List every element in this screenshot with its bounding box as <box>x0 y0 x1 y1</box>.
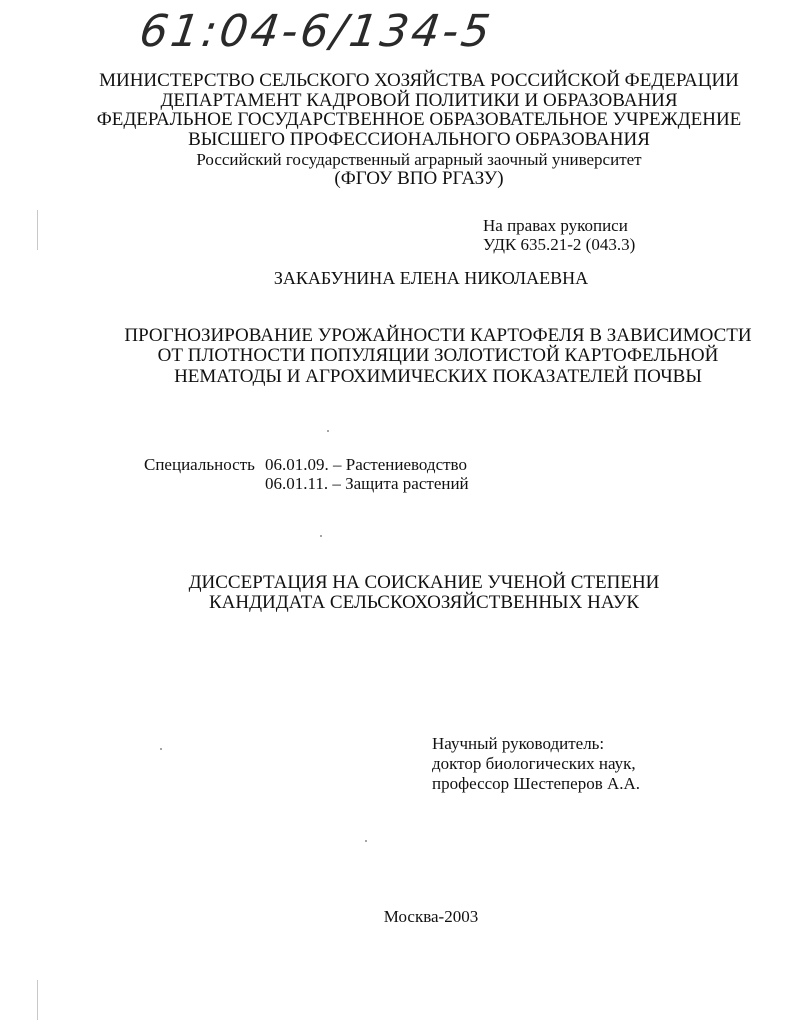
advisor-degree: доктор биологических наук, <box>432 754 636 773</box>
scan-speck <box>327 430 329 432</box>
advisor-name: профессор Шестеперов А.А. <box>432 774 641 793</box>
header-abbreviation: (ФГОУ ВПО РГАЗУ) <box>334 168 504 189</box>
udk-code: УДК 635.21-2 (043.3) <box>483 235 636 254</box>
author-name: ЗАКАБУНИНА ЕЛЕНА НИКОЛАЕВНА <box>273 268 589 288</box>
specialty-item: 06.01.09. – Растениеводство <box>265 455 467 474</box>
title-line: ПРОГНОЗИРОВАНИЕ УРОЖАЙНОСТИ КАРТОФЕЛЯ В ЗАВИСИМОСТИ <box>124 325 752 346</box>
handwritten-archive-code: 61:04-6/134-5 <box>136 6 496 57</box>
degree-line: КАНДИДАТА СЕЛЬСКОХОЗЯЙСТВЕННЫХ НАУК <box>208 592 639 613</box>
specialty-item: 06.01.11. – Защита растений <box>265 474 469 493</box>
degree-line: ДИССЕРТАЦИЯ НА СОИСКАНИЕ УЧЕНОЙ СТЕПЕНИ <box>188 572 660 593</box>
scan-speck <box>160 748 162 750</box>
header-department: ДЕПАРТАМЕНТ КАДРОВОЙ ПОЛИТИКИ И ОБРАЗОВАНИЯ <box>160 90 678 111</box>
city-year: Москва-2003 <box>383 907 479 926</box>
title-line: НЕМАТОДЫ И АГРОХИМИЧЕСКИХ ПОКАЗАТЕЛЕЙ ПОЧВЫ <box>174 366 702 387</box>
header-institution-level: ВЫСШЕГО ПРОФЕССИОНАЛЬНОГО ОБРАЗОВАНИЯ <box>188 129 650 150</box>
specialty-label: Специальность <box>144 455 255 474</box>
advisor-heading: Научный руководитель: <box>432 734 605 753</box>
scan-edge-mark <box>37 980 38 1020</box>
scan-speck <box>365 840 367 842</box>
header-ministry: МИНИСТЕРСТВО СЕЛЬСКОГО ХОЗЯЙСТВА РОССИЙСКОЙ ФЕДЕРАЦИИ <box>99 70 739 91</box>
scan-speck <box>320 535 322 537</box>
header-institution-type: ФЕДЕРАЛЬНОЕ ГОСУДАРСТВЕННОЕ ОБРАЗОВАТЕЛЬНОЕ УЧРЕЖДЕНИЕ <box>96 109 742 130</box>
manuscript-rights: На правах рукописи <box>483 216 628 235</box>
header-university: Российский государственный аграрный заочный университет <box>196 150 642 169</box>
scan-edge-mark <box>37 210 38 250</box>
title-line: ОТ ПЛОТНОСТИ ПОПУЛЯЦИИ ЗОЛОТИСТОЙ КАРТОФЕЛЬНОЙ <box>157 345 719 366</box>
